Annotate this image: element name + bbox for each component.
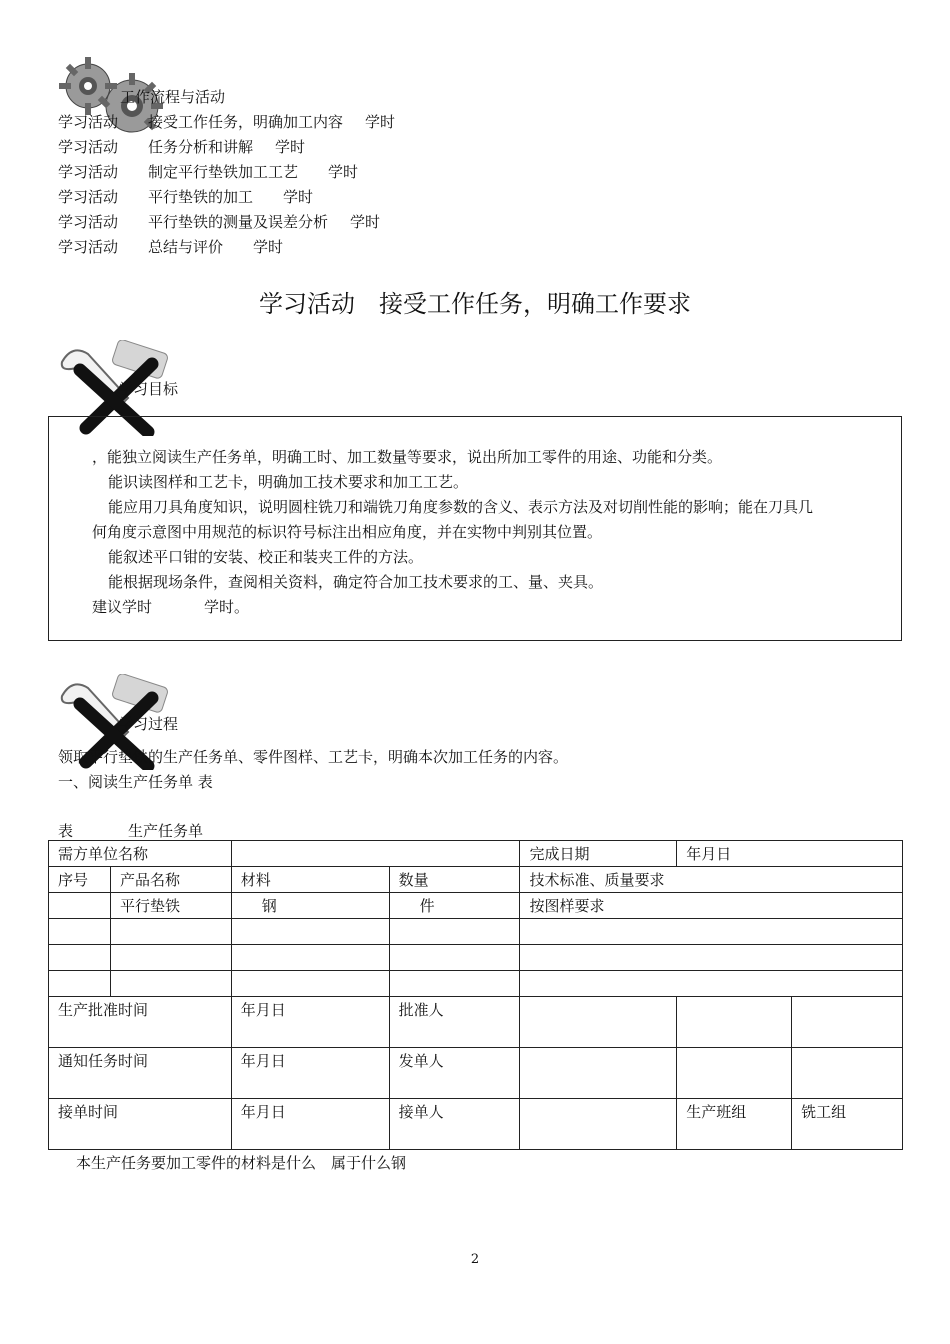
finish-date-value[interactable]: 年月日 — [677, 841, 903, 867]
cell-requirement[interactable]: 按图样要求 — [520, 893, 903, 919]
goal-item: 能叙述平口钳的安装、校正和装夹工件的方法。 — [108, 548, 424, 566]
approver-value[interactable] — [520, 997, 677, 1048]
goals-title: 学习目标 — [118, 380, 179, 398]
goal-item: ，能独立阅读生产任务单，明确工时、加工数量等要求，说出所加工零件的用途、功能和分类。 — [92, 448, 723, 466]
material-question: 本生产任务要加工零件的材料是什么 属于什么钢 — [76, 1154, 407, 1172]
process-title: 学习过程 — [118, 715, 179, 733]
process-intro: 领取平行垫铁的生产任务单、零件图样、工艺卡，明确本次加工任务的内容。 — [58, 748, 569, 766]
cell-material[interactable]: 钢 — [231, 893, 389, 919]
finish-date-label: 完成日期 — [520, 841, 677, 867]
receive-time-label: 接单时间 — [49, 1099, 232, 1150]
workflow-title: 工作流程与活动 — [120, 88, 226, 106]
issuer-value[interactable] — [520, 1048, 677, 1099]
main-heading: 学习活动 接受工作任务，明确工作要求 — [259, 290, 691, 318]
issuer-label: 发单人 — [389, 1048, 520, 1099]
cell-quantity[interactable]: 件 — [389, 893, 520, 919]
cell-product[interactable]: 平行垫铁 — [110, 893, 231, 919]
suggested-hours: 建议学时 学时。 — [92, 598, 250, 616]
activity-item: 学习活动 任务分析和讲解 学时 — [58, 138, 306, 156]
goal-item: 何角度示意图中用规范的标识符号标注出相应角度，并在实物中判别其位置。 — [92, 523, 603, 541]
activity-item: 学习活动 接受工作任务，明确加工内容 学时 — [58, 113, 396, 131]
goal-item: 能根据现场条件，查阅相关资料，确定符合加工技术要求的工、量、夹具。 — [108, 573, 604, 591]
table-row — [49, 971, 903, 997]
header-material: 材料 — [231, 867, 389, 893]
process-step: 一、阅读生产任务单 表 — [58, 773, 213, 791]
page-number: 2 — [470, 1252, 480, 1267]
demand-unit-value[interactable] — [231, 841, 520, 867]
approve-time-value[interactable]: 年月日 — [231, 997, 389, 1048]
header-index: 序号 — [49, 867, 111, 893]
activity-item: 学习活动 平行垫铁的测量及误差分析 学时 — [58, 213, 381, 231]
header-product: 产品名称 — [110, 867, 231, 893]
activity-item: 学习活动 总结与评价 学时 — [58, 238, 284, 256]
goal-item: 能应用刀具角度知识，说明圆柱铣刀和端铣刀角度参数的含义、表示方法及对切削性能的影响；能在刀具几 — [108, 498, 814, 516]
receiver-label: 接单人 — [389, 1099, 520, 1150]
receive-time-value[interactable]: 年月日 — [231, 1099, 389, 1150]
notify-time-label: 通知任务时间 — [49, 1048, 232, 1099]
activity-item: 学习活动 平行垫铁的加工 学时 — [58, 188, 314, 206]
header-requirement: 技术标准、质量要求 — [520, 867, 903, 893]
table-caption: 表 生产任务单 — [58, 822, 204, 840]
table-row — [49, 945, 903, 971]
header-quantity: 数量 — [389, 867, 520, 893]
team-label: 生产班组 — [677, 1099, 792, 1150]
approve-time-label: 生产批准时间 — [49, 997, 232, 1048]
goal-item: 能识读图样和工艺卡，明确加工技术要求和加工工艺。 — [108, 473, 469, 491]
production-task-table — [48, 840, 903, 1150]
team-value[interactable]: 铣工组 — [792, 1099, 903, 1150]
notify-time-value[interactable]: 年月日 — [231, 1048, 389, 1099]
receiver-value[interactable] — [520, 1099, 677, 1150]
activity-item: 学习活动 制定平行垫铁加工工艺 学时 — [58, 163, 359, 181]
approver-label: 批准人 — [389, 997, 520, 1048]
table-row — [49, 919, 903, 945]
demand-unit-label: 需方单位名称 — [49, 841, 232, 867]
cell-index[interactable] — [49, 893, 111, 919]
